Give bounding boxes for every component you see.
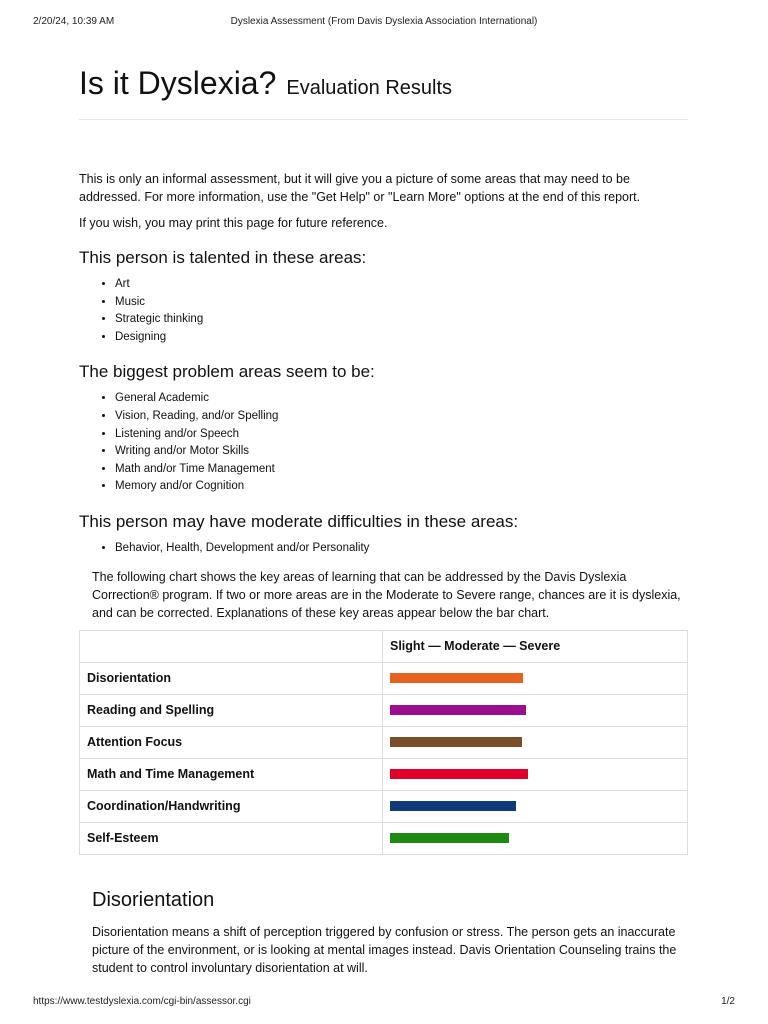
list-item: • Vision, Reading, and/or Spelling <box>115 408 688 426</box>
talented-heading: This person is talented in these areas: <box>79 248 367 267</box>
intro-paragraph: This is only an informal assessment, but it will give you a picture of some areas that may need to be addressed. For more information, use the "Get Help" or "Learn More" options at the end of this report. <box>79 172 641 204</box>
chart-row-label: Math and Time Management <box>80 758 383 790</box>
chart-row-label: Disorientation <box>80 662 383 694</box>
print-note: If you wish, you may print this page for future reference. <box>79 216 388 230</box>
chart-row <box>80 822 688 854</box>
chart-row <box>80 758 688 790</box>
chart-row <box>80 790 688 822</box>
list-item: • Behavior, Health, Development and/or Personality <box>115 540 688 558</box>
chart-row <box>80 662 688 694</box>
list-item: • Math and/or Time Management <box>115 461 688 479</box>
chart-bar <box>390 673 523 683</box>
chart-bar-cell <box>383 758 688 790</box>
page-number: 1/2 <box>721 996 735 1007</box>
print-date: 2/20/24, 10:39 AM <box>33 16 115 27</box>
list-item: • Music <box>115 294 688 312</box>
chart-bar-cell <box>383 790 688 822</box>
list-item: • Writing and/or Motor Skills <box>115 443 688 461</box>
chart-bar <box>390 833 509 843</box>
talented-list <box>79 276 688 346</box>
report-content <box>79 62 688 977</box>
problems-heading: The biggest problem areas seem to be: <box>79 362 375 382</box>
chart-bar <box>390 705 526 715</box>
severity-chart <box>79 630 688 855</box>
chart-bar-cell <box>383 822 688 854</box>
disorientation-heading: Disorientation <box>92 888 215 911</box>
chart-header-row <box>80 630 688 662</box>
page-title: Is it Dyslexia? <box>79 65 277 101</box>
chart-row-label: Self-Esteem <box>80 822 383 854</box>
title-divider <box>79 119 688 120</box>
list-item: • Strategic thinking <box>115 311 688 329</box>
chart-bar <box>390 801 516 811</box>
list-item: • General Academic <box>115 390 688 408</box>
chart-bar-cell <box>383 662 688 694</box>
chart-bar-cell <box>383 726 688 758</box>
chart-header-blank <box>80 630 383 662</box>
page-subtitle: Evaluation Results <box>286 77 453 99</box>
chart-bar <box>390 737 522 747</box>
chart-bar <box>390 769 528 779</box>
print-footer <box>33 996 735 1010</box>
moderate-list <box>79 540 688 558</box>
chart-row-label: Reading and Spelling <box>80 694 383 726</box>
list-item: • Listening and/or Speech <box>115 426 688 444</box>
list-item: • Designing <box>115 329 688 347</box>
moderate-heading: This person may have moderate difficulties in these areas: <box>79 511 519 531</box>
chart-row-label: Attention Focus <box>80 726 383 758</box>
chart-row <box>80 694 688 726</box>
disorientation-text: Disorientation means a shift of perception triggered by confusion or stress. The person gets an inaccurate picture of the environment, or is looking at mental images instead. Davis Orientation Counseling trains the student to control involuntary disorientation at will. <box>92 924 677 975</box>
chart-scale-header: Slight — Moderate — Severe <box>383 630 688 662</box>
page-heading <box>79 62 688 104</box>
print-header <box>33 16 735 30</box>
chart-row-label: Coordination/Handwriting <box>80 790 383 822</box>
chart-intro: The following chart shows the key areas of learning that can be addressed by the Davis Dyslexia Correction® program. If two or more areas are in the Moderate to Severe range, chances are it is dyslexia, and can be corrected. Explanations of these key areas appear below the bar chart. <box>92 569 681 620</box>
print-doc-title: Dyslexia Assessment (From Davis Dyslexia Association International) <box>230 16 538 27</box>
list-item: • Art <box>115 276 688 294</box>
list-item: • Memory and/or Cognition <box>115 478 688 496</box>
problems-list <box>79 390 688 496</box>
chart-bar-cell <box>383 694 688 726</box>
chart-row <box>80 726 688 758</box>
page-url: https://www.testdyslexia.com/cgi-bin/assessor.cgi <box>33 996 251 1007</box>
